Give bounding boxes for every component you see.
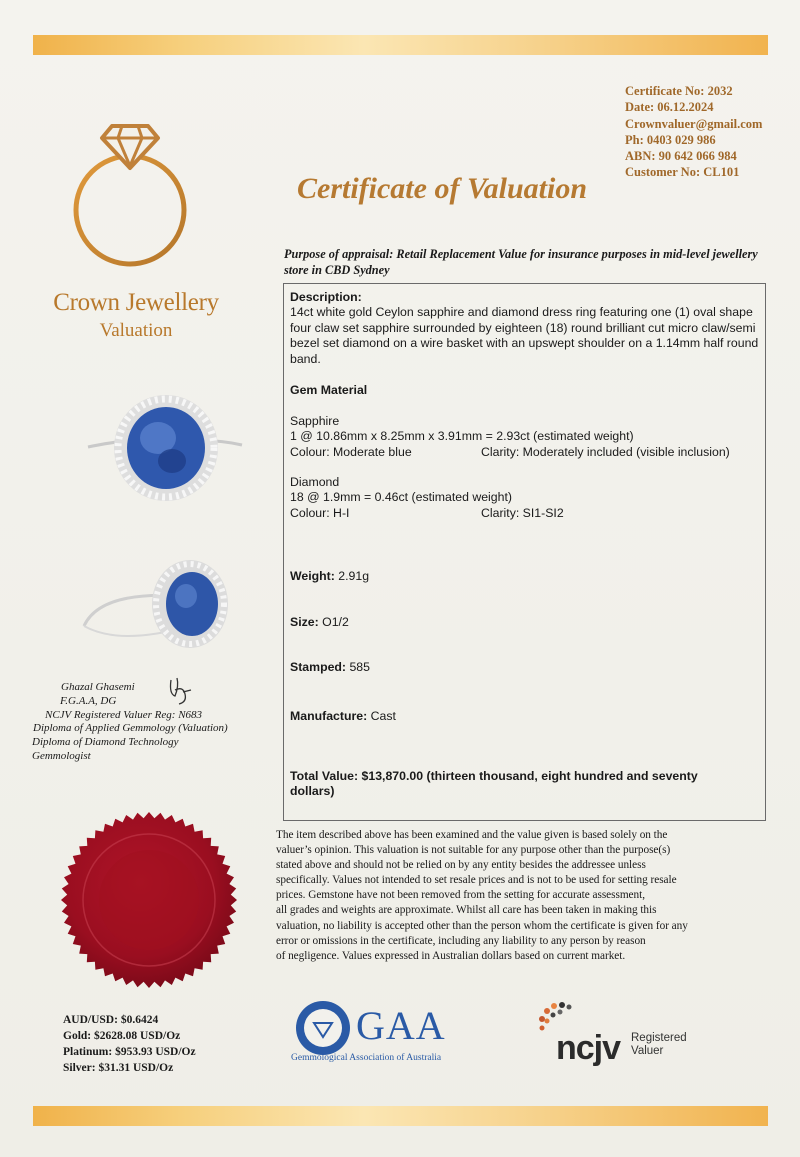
ring-photo-side <box>80 556 230 656</box>
disclaimer-line: of negligence. Values expressed in Australian dollars based on current market. <box>276 949 626 962</box>
disclaimer-line: stated above and should not be relied on by any entity besides the addressee unless <box>276 859 646 872</box>
certificate-date: Date: 06.12.2024 <box>625 100 714 115</box>
disclaimer-line: error or omissions in the certificate, including any liability to any person by reason <box>276 934 646 947</box>
manufacture-label: Manufacture: <box>290 709 368 723</box>
valuer-credential: F.G.A.A, DG <box>60 694 117 707</box>
disclaimer-line: The item described above has been examined and the value given is based solely on the <box>276 829 668 841</box>
gaa-full-name: Gemmological Association of Australia <box>291 1053 442 1063</box>
rate-silver: Silver: $31.31 USD/Oz <box>63 1062 174 1074</box>
bottom-gold-bar <box>33 1106 768 1126</box>
valuer-details <box>32 681 282 764</box>
disclaimer-line: valuation, no liability is accepted other than the person whom the certificate is given for any <box>276 919 688 932</box>
stamped-value: 585 <box>349 660 370 674</box>
description-heading: Description: <box>290 290 362 304</box>
size-field <box>290 615 760 630</box>
abn-number: ABN: 90 642 066 984 <box>625 149 737 164</box>
description-text: 14ct white gold Ceylon sapphire and diamond dress ring featuring one (1) oval shape four claw set sapphire surrounded by eighteen (18) round brilliant cut micro claw/semi bezel set diamond on a wire basket with an upswept shoulder on a 1.14mm half round band. <box>290 305 759 366</box>
valuer-registration: NCJV Registered Valuer Reg: N683 <box>45 708 203 721</box>
manufacture-value: Cast <box>370 709 396 723</box>
contact-email: Crownvaluer@gmail.com <box>625 116 763 131</box>
sapphire-section <box>290 414 760 460</box>
valuer-name: Ghazal Ghasemi <box>61 681 135 693</box>
total-value-line-2: dollars) <box>290 784 335 799</box>
wax-seal-icon <box>60 811 238 989</box>
gaa-emblem-icon <box>294 999 352 1057</box>
brand-subtitle: Valuation <box>99 320 173 341</box>
page-title: Certificate of Valuation <box>297 172 588 205</box>
rate-gold: Gold: $2628.08 USD/Oz <box>63 1030 181 1042</box>
ncjv-registered: Registered <box>631 1032 687 1044</box>
sapphire-clarity: Clarity: Moderately included (visible inclusion) <box>481 444 730 459</box>
weight-label: Weight: <box>290 569 335 583</box>
gaa-logo-text: GAA <box>356 1003 446 1048</box>
contact-phone: Ph: 0403 029 986 <box>625 132 716 147</box>
diamond-measure: 18 @ 1.9mm = 0.46ct (estimated weight) <box>290 490 512 505</box>
purpose-of-appraisal: Purpose of appraisal: Retail Replacement Value for insurance purposes in mid-level jewellery store in CBD Sydney <box>284 247 758 277</box>
certificate-meta <box>625 83 795 181</box>
ring-photo-front <box>86 393 246 505</box>
size-value: O1/2 <box>322 615 349 629</box>
sapphire-measure: 1 @ 10.86mm x 8.25mm x 3.91mm = 2.93ct (estimated weight) <box>290 429 634 444</box>
valuer-diploma-2: Diploma of Diamond Technology <box>32 736 179 749</box>
diamond-section <box>290 475 760 521</box>
rate-aud-usd: AUD/USD: $0.6424 <box>63 1014 159 1026</box>
size-label: Size: <box>290 615 319 629</box>
diamond-colour: Colour: H-I <box>290 505 350 520</box>
manufacture-field <box>290 709 760 724</box>
weight-value: 2.91g <box>338 569 370 583</box>
top-gold-bar <box>33 35 768 55</box>
diamond-grade-row <box>290 506 760 521</box>
sapphire-grade-row <box>290 445 760 460</box>
diamond-name: Diamond <box>290 475 340 489</box>
sapphire-colour: Colour: Moderate blue <box>290 444 412 459</box>
disclaimer <box>276 828 770 964</box>
description-section <box>290 290 760 367</box>
disclaimer-line: all grades and weights are approximate. Whilst all care has been taken in making this <box>276 904 657 917</box>
valuer-role: Gemmologist <box>32 749 91 762</box>
metal-rates <box>63 1012 196 1076</box>
total-value-line-1: Total Value: $13,870.00 (thirteen thousand, eight hundred and seventy <box>290 769 698 783</box>
certificate-number: Certificate No: 2032 <box>625 84 733 98</box>
stamped-label: Stamped: <box>290 660 347 674</box>
ncjv-registered-valuer <box>631 1032 687 1058</box>
weight-field <box>290 569 760 584</box>
description-box <box>283 283 766 821</box>
rate-platinum: Platinum: $953.93 USD/Oz <box>63 1046 196 1058</box>
ncjv-logo-text: ncjv <box>556 1029 621 1067</box>
valuer-diploma-1: Diploma of Applied Gemmology (Valuation) <box>33 722 228 735</box>
customer-number: Customer No: CL101 <box>625 165 740 180</box>
gem-material-heading: Gem Material <box>290 383 368 397</box>
brand-name: Crown Jewellery <box>53 289 219 316</box>
disclaimer-line: prices. Gemstone have not been removed from the setting for accurate assessment, <box>276 889 645 902</box>
disclaimer-line: specifically. Values not intended to set resale prices and is not to be used for setting resale <box>276 874 677 887</box>
ring-logo-icon <box>60 112 200 272</box>
disclaimer-line: valuer’s opinion. This valuation is not suitable for any purpose other than the purpose(s) <box>276 844 671 857</box>
ncjv-valuer: Valuer <box>631 1045 664 1057</box>
sapphire-name: Sapphire <box>290 414 340 428</box>
diamond-clarity: Clarity: SI1-SI2 <box>481 505 564 520</box>
total-value <box>290 769 760 800</box>
stamped-field <box>290 660 760 675</box>
